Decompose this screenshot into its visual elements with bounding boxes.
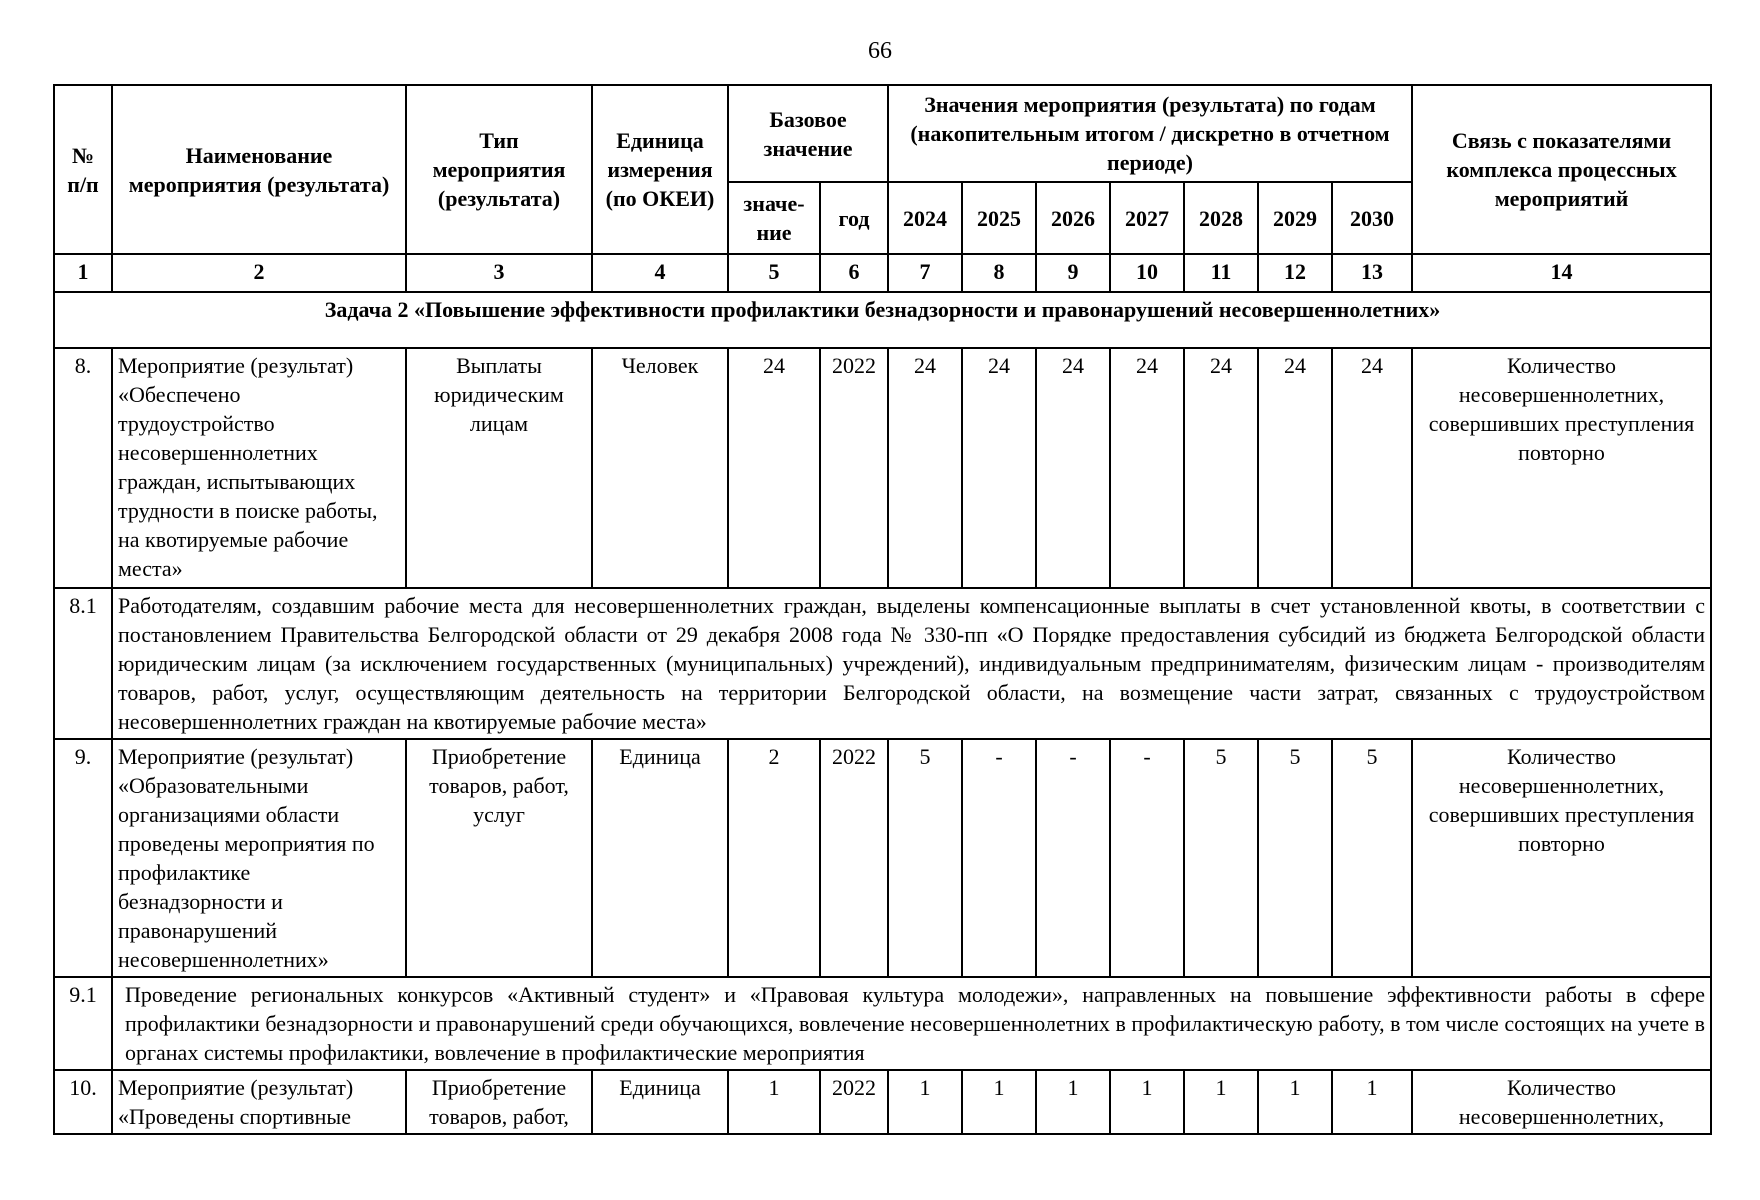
header-year: 2029 <box>1258 182 1332 254</box>
row-type: Выплаты юридическим лицам <box>406 348 592 588</box>
row-year-value: 1 <box>1258 1070 1332 1134</box>
row-base-year: 2022 <box>820 1070 888 1134</box>
row-base-year: 2022 <box>820 348 888 588</box>
header-unit: Единица измерения (по ОКЕИ) <box>592 85 728 254</box>
column-number: 12 <box>1258 254 1332 292</box>
row-year-value: 1 <box>962 1070 1036 1134</box>
row-base-year: 2022 <box>820 739 888 977</box>
header-year: 2027 <box>1110 182 1184 254</box>
header-base: Базовое значение <box>728 85 888 182</box>
header-year: 2030 <box>1332 182 1412 254</box>
row-year-value: 5 <box>1258 739 1332 977</box>
row-unit: Единица <box>592 1070 728 1134</box>
row-year-value: 24 <box>1036 348 1110 588</box>
row-name: Мероприятие (результат) «Обеспечено трудоустройство несовершеннолетних граждан, испытывающих трудности в поиске работы, на квотируемые рабочие места» <box>112 348 406 588</box>
column-number: 7 <box>888 254 962 292</box>
column-number: 8 <box>962 254 1036 292</box>
row-year-value: 5 <box>1332 739 1412 977</box>
table-row <box>54 348 1711 588</box>
row-link: Количество несовершеннолетних, совершивших преступления повторно <box>1412 348 1711 588</box>
row-year-value: - <box>1110 739 1184 977</box>
task-title: Задача 2 «Повышение эффективности профилактики безнадзорности и правонарушений несовершеннолетних» <box>54 292 1711 348</box>
row-type: Приобретение товаров, работ, услуг <box>406 739 592 977</box>
row-year-value: 1 <box>1036 1070 1110 1134</box>
header-row <box>54 85 1711 182</box>
row-link: Количество несовершеннолетних, совершивших преступления повторно <box>1412 739 1711 977</box>
row-year-value: - <box>1036 739 1110 977</box>
header-type: Тип мероприятия (результата) <box>406 85 592 254</box>
row-year-value: 24 <box>1332 348 1412 588</box>
table-row <box>54 1070 1711 1134</box>
row-year-value: 5 <box>888 739 962 977</box>
row-year-value: 24 <box>1110 348 1184 588</box>
row-num: 10. <box>54 1070 112 1134</box>
column-number: 9 <box>1036 254 1110 292</box>
column-number: 4 <box>592 254 728 292</box>
row-unit: Единица <box>592 739 728 977</box>
row-unit: Человек <box>592 348 728 588</box>
row-year-value: 5 <box>1184 739 1258 977</box>
subrow-text: Проведение региональных конкурсов «Активный студент» и «Правовая культура молодежи», направленных на повышение эффективности работы в сфере профилактики безнадзорности и правонарушений среди обучающихся, вовлечение несовершеннолетних в профилактическую работу, в том числе состоящих на учете в органах системы профилактики, вовлечение в профилактические мероприятия <box>112 977 1711 1070</box>
header-num: № п/п <box>54 85 112 254</box>
column-number: 5 <box>728 254 820 292</box>
row-base-value: 2 <box>728 739 820 977</box>
header-year: 2025 <box>962 182 1036 254</box>
column-number: 1 <box>54 254 112 292</box>
header-year: 2024 <box>888 182 962 254</box>
column-number: 14 <box>1412 254 1711 292</box>
column-number: 11 <box>1184 254 1258 292</box>
row-year-value: - <box>962 739 1036 977</box>
row-year-value: 24 <box>888 348 962 588</box>
row-year-value: 1 <box>1332 1070 1412 1134</box>
header-year: 2026 <box>1036 182 1110 254</box>
header-values-by-year: Значения мероприятия (результата) по годам (накопительным итогом / дискретно в отчетном периоде) <box>888 85 1412 182</box>
row-type: Приобретение товаров, работ, <box>406 1070 592 1134</box>
column-number-row <box>54 254 1711 292</box>
subrow-num: 8.1 <box>54 588 112 739</box>
row-num: 9. <box>54 739 112 977</box>
measures-table <box>53 84 1712 1135</box>
subrow-text: Работодателям, создавшим рабочие места для несовершеннолетних граждан, выделены компенсационные выплаты в счет установленной квоты, в соответствии с постановлением Правительства Белгородской области от 29 декабря 2008 года № 330-пп «О Порядке предоставления субсидий из бюджета Белгородской области юридическим лицам (за исключением государственных (муниципальных) учреждений), индивидуальным предпринимателям, физическим лицам - производителям товаров, работ, услуг, осуществляющим деятельность на территории Белгородской области, на возмещение части затрат, связанных с трудоустройством несовершеннолетних граждан на квотируемые рабочие места» <box>112 588 1711 739</box>
subrow <box>54 588 1711 739</box>
column-number: 13 <box>1332 254 1412 292</box>
header-name: Наименование мероприятия (результата) <box>112 85 406 254</box>
page-number: 66 <box>868 38 892 64</box>
row-num: 8. <box>54 348 112 588</box>
row-year-value: 1 <box>1184 1070 1258 1134</box>
table-row <box>54 739 1711 977</box>
subrow-num: 9.1 <box>54 977 112 1070</box>
row-base-value: 1 <box>728 1070 820 1134</box>
header-link: Связь с показателями комплекса процессных мероприятий <box>1412 85 1711 254</box>
column-number: 2 <box>112 254 406 292</box>
row-name: Мероприятие (результат) «Проведены спортивные <box>112 1070 406 1134</box>
column-number: 3 <box>406 254 592 292</box>
column-number: 10 <box>1110 254 1184 292</box>
column-number: 6 <box>820 254 888 292</box>
row-base-value: 24 <box>728 348 820 588</box>
header-base-year: год <box>820 182 888 254</box>
row-year-value: 24 <box>962 348 1036 588</box>
row-link: Количество несовершеннолетних, <box>1412 1070 1711 1134</box>
row-name: Мероприятие (результат) «Образовательными организациями области проведены мероприятия по профилактике безнадзорности и правонарушений несовершеннолетних» <box>112 739 406 977</box>
row-year-value: 1 <box>888 1070 962 1134</box>
subrow <box>54 977 1711 1070</box>
row-year-value: 24 <box>1184 348 1258 588</box>
header-base-value: значе-ние <box>728 182 820 254</box>
task-row <box>54 292 1711 348</box>
row-year-value: 24 <box>1258 348 1332 588</box>
header-year: 2028 <box>1184 182 1258 254</box>
row-year-value: 1 <box>1110 1070 1184 1134</box>
